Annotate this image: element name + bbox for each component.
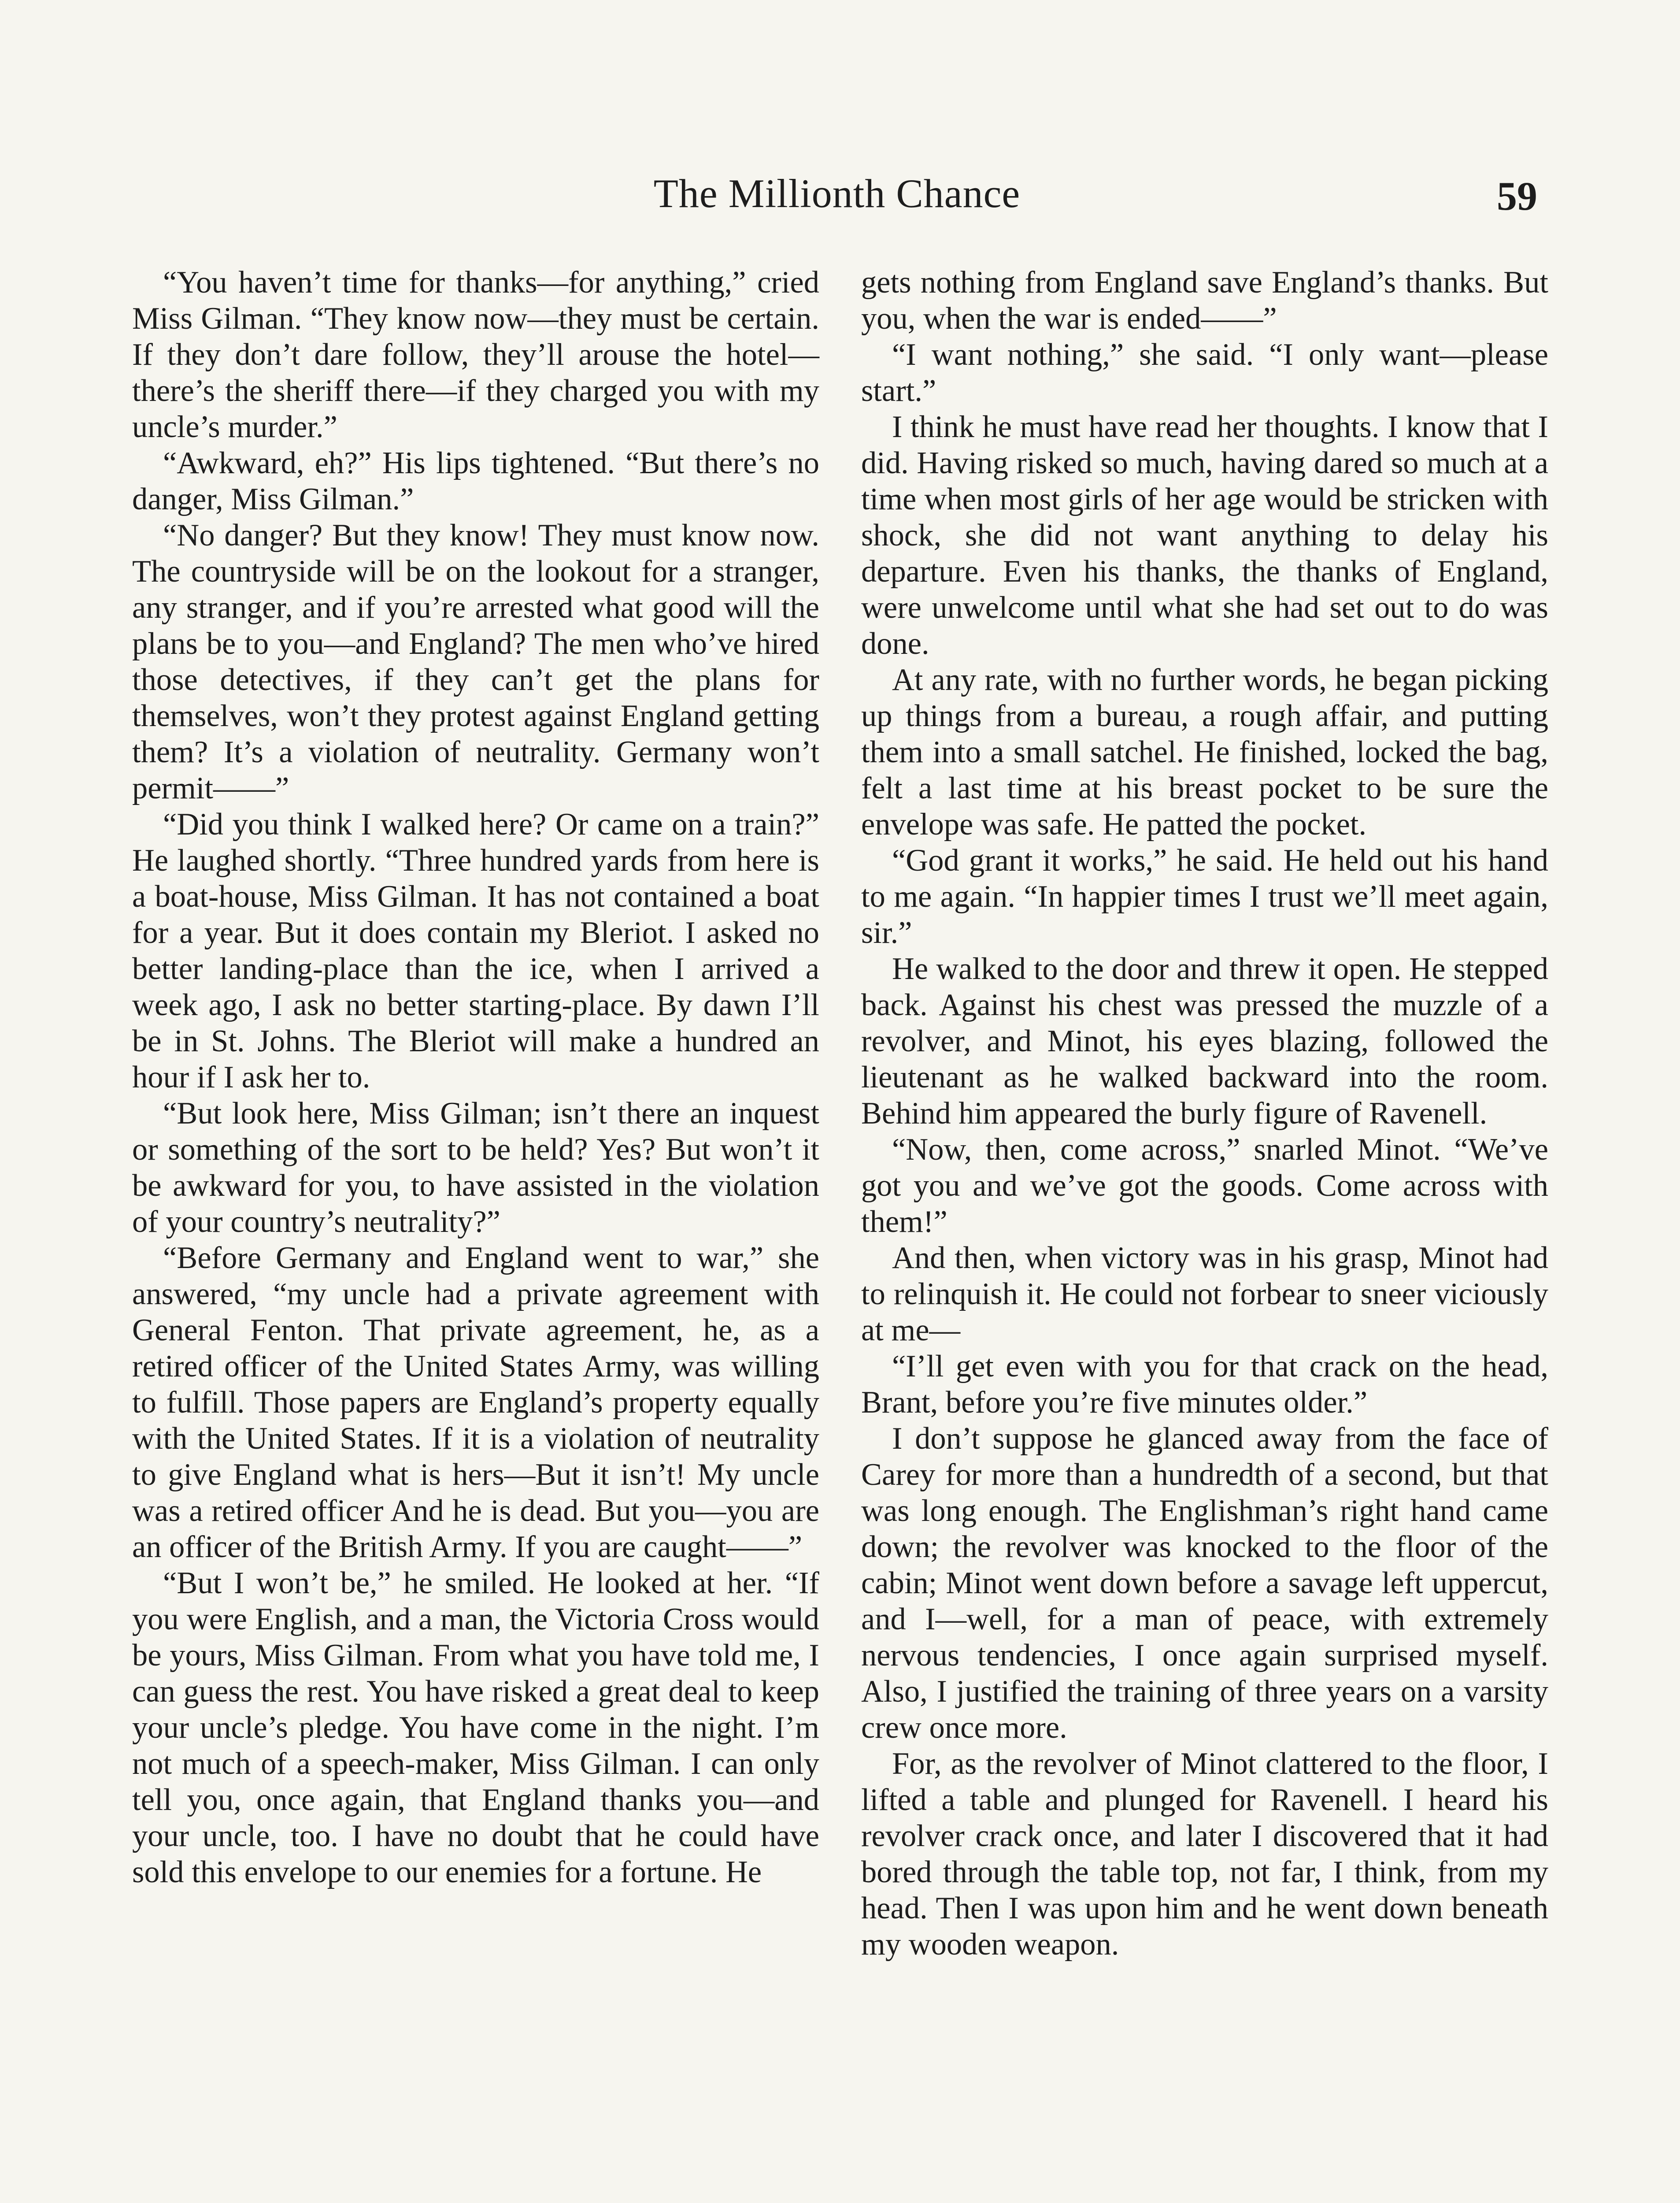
paragraph: “Now, then, come across,” snarled Minot. “We’ve got you and we’ve got the goods. Come across with them!”	[861, 1132, 1548, 1239]
paragraph: I don’t suppose he glanced away from the face of Carey for more than a hundredth of a second, but that was long enough. The Englishman’s right hand came down; the revolver was knocked to the floor of the cabin; Minot went down before a savage left uppercut, and I—well, for a man of peace, with extremely nervous tendencies, I once again surprised myself. Also, I justified the training of three years on a varsity crew once more.	[861, 1421, 1548, 1745]
paragraph: “No danger? But they know! They must know now. The countryside will be on the lookout for a stranger, any stranger, and if you’re arrested what good will the plans be to you—and England? The men who’ve hired those detectives, if they can’t get the plans for themselves, won’t they protest against England getting them? It’s a violation of neutrality. Germany won’t permit——”	[132, 518, 819, 805]
paragraph: “God grant it works,” he said. He held out his hand to me again. “In happier times I trust we’ll meet again, sir.”	[861, 843, 1548, 950]
paragraph: “But I won’t be,” he smiled. He looked at her. “If you were English, and a man, the Victoria Cross would be yours, Miss Gilman. From what you have told me, I can guess the rest. You have risked a great deal to keep your uncle’s pledge. You have come in the night. I’m not much of a speech-maker, Miss Gilman. I can only tell you, once again, that England thanks you—and your uncle, too. I have no doubt that he could have sold this envelope to our enemies for a fortune. He	[132, 1566, 819, 1889]
page-number: 59	[1497, 174, 1537, 219]
paragraph: I think he must have read her thoughts. I know that I did. Having risked so much, having dared so much at a time when most girls of her age would be stricken with shock, she did not want anything to delay his departure. Even his thanks, the thanks of England, were unwelcome until what she had set out to do was done.	[861, 410, 1548, 661]
left-column	[132, 264, 819, 1890]
paragraph: “Before Germany and England went to war,” she answered, “my uncle had a private agreement with General Fenton. That private agreement, he, as a retired officer of the United States Army, was willing to fulfill. Those papers are England’s property equally with the United States. If it is a violation of neutrality to give England what is hers—But it isn’t! My uncle was a retired officer And he is dead. But you—you are an officer of the British Army. If you are caught——”	[132, 1241, 819, 1564]
paragraph: “Awkward, eh?” His lips tightened. “But there’s no danger, Miss Gilman.”	[132, 446, 819, 516]
paragraph: And then, when victory was in his grasp, Minot had to relinquish it. He could not forbear to sneer viciously at me—	[861, 1241, 1548, 1347]
paragraph: “I’ll get even with you for that crack on the head, Brant, before you’re five minutes older.”	[861, 1349, 1548, 1420]
paragraph: At any rate, with no further words, he began picking up things from a bureau, a rough affair, and putting them into a small satchel. He finished, locked the bag, felt a last time at his breast pocket to be sure the envelope was safe. He patted the pocket.	[861, 663, 1548, 842]
paragraph: He walked to the door and threw it open. He stepped back. Against his chest was pressed the muzzle of a revolver, and Minot, his eyes blazing, followed the lieutenant as he walked backward into the room. Behind him appeared the burly figure of Ravenell.	[861, 952, 1548, 1131]
paragraph: For, as the revolver of Minot clattered to the floor, I lifted a table and plunged for Ravenell. I heard his revolver crack once, and later I discovered that it had bored through the table top, not far, I think, from my head. Then I was upon him and he went down beneath my wooden weapon.	[861, 1747, 1548, 1962]
right-column	[861, 264, 1548, 1962]
running-title: The Millionth Chance	[653, 171, 1021, 216]
paragraph-continuation: gets nothing from England save England’s thanks. But you, when the war is ended——”	[861, 265, 1548, 336]
paragraph: “But look here, Miss Gilman; isn’t there an inquest or something of the sort to be held? Yes? But won’t it be awkward for you, to have assisted in the violation of your country’s neutrality?”	[132, 1096, 819, 1239]
paragraph: “You haven’t time for thanks—for anything,” cried Miss Gilman. “They know now—they must be certain. If they don’t dare follow, they’ll arouse the hotel—there’s the sheriff there—if they charged you with my uncle’s murder.”	[132, 265, 819, 444]
paragraph: “Did you think I walked here? Or came on a train?” He laughed shortly. “Three hundred yards from here is a boat-house, Miss Gilman. It has not contained a boat for a year. But it does contain my Bleriot. I asked no better landing-place than the ice, when I arrived a week ago, I ask no better starting-place. By dawn I’ll be in St. Johns. The Bleriot will make a hundred an hour if I ask her to.	[132, 807, 819, 1094]
paragraph: “I want nothing,” she said. “I only want—please start.”	[861, 337, 1548, 408]
